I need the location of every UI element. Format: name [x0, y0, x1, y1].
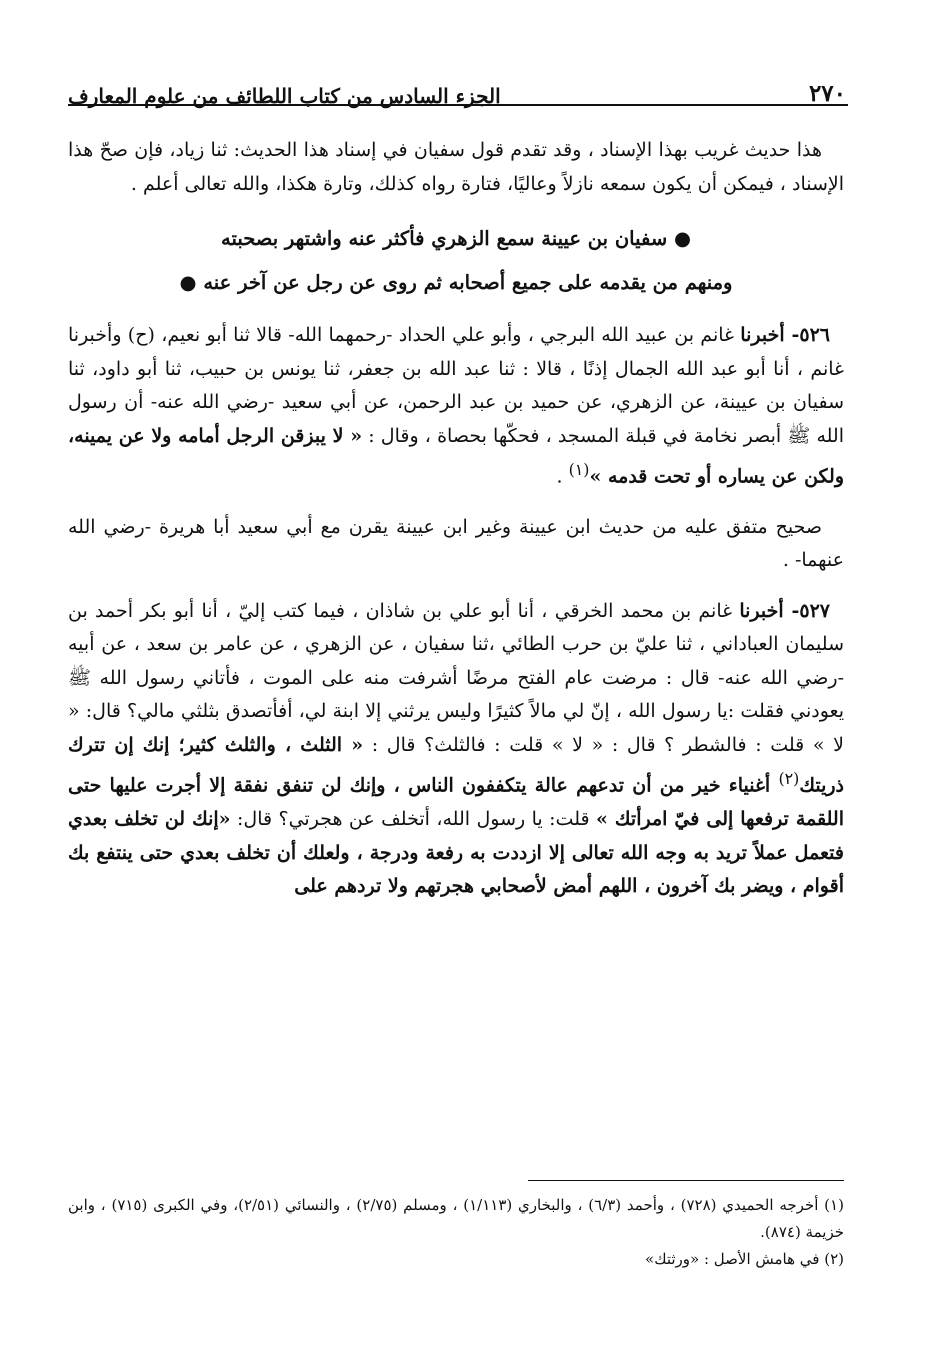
running-header: [68, 78, 846, 118]
section-heading: [68, 217, 844, 305]
main-text: [68, 134, 844, 904]
hadith-526-number: ٥٢٦- أخبرنا: [740, 324, 830, 346]
hadith-527-quote-b: أغنياء خير من أن تدعهم عالة يتكففون الناس ، وإنك لن تنفق نفقة إلا أجرت عليها حتى اللقمة ترفعها إلى فيّ امرأتك »: [68, 774, 844, 831]
running-title: الجزء السادس من كتاب اللطائف من علوم المعارف: [68, 84, 501, 108]
spacer: [68, 578, 844, 595]
footnote-marker-2[interactable]: (٢): [778, 769, 800, 789]
hadith-527-mid: قلت: يا رسول الله، أتخلف عن هجرتي؟ قال:: [230, 808, 597, 831]
hadith-527-quote-a: « الثلث ، والثلث كثير؛ إنك إن تترك ذريتك: [68, 733, 844, 797]
section-heading-line-2: ومنهم من يقدمه على جميع أصحابه ثم روى عن رجل عن آخر عنه ●: [179, 271, 733, 294]
hadith-527-quote-c: «إنك لن تخلف بعدي فتعمل عملاً تريد به وجه الله تعالى إلا ازددت به رفعة ودرجة ، ولعلك أن تخلف بعدي حتى ينتفع بك أقوام ، ويضر بك آخرون ، اللهم أمض لأصحابي هجرتهم ولا تردهم على: [68, 808, 844, 898]
section-heading-line-1: ● سفيان بن عيينة سمع الزهري فأكثر عنه واشتهر بصحبته: [220, 227, 691, 250]
hadith-526-note: صحيح متفق عليه من حديث ابن عيينة وغير ابن عيينة يقرن مع أبي سعيد أبا هريرة -رضي الله عنهما- .: [68, 515, 844, 572]
intro-paragraph: هذا حديث غريب بهذا الإسناد ، وقد تقدم قول سفيان في إسناد هذا الحديث: ثنا زياد، فإن صحّ هذا الإسناد ، فيمكن أن يكون سمعه نازلاً وعاليًا، فتارة رواه كذلك، وتارة هكذا، والله تعالى أعلم .: [68, 139, 844, 195]
page-number: ٢٧٠: [808, 80, 846, 107]
footnote-marker-1[interactable]: (١): [568, 460, 590, 479]
footnotes: [68, 1192, 844, 1273]
hadith-527-number: ٥٢٧- أخبرنا: [739, 599, 830, 622]
hadith-526-quote: « لا يبزقن الرجل أمامه ولا عن يمينه، ولكن عن يساره أو تحت قدمه »: [68, 424, 844, 488]
hadith-527: [68, 595, 844, 904]
footnote-2: (٢) في هامش الأصل : «ورثتك»: [645, 1250, 844, 1268]
hadith-526: [68, 319, 844, 494]
hadith-527-chain: غانم بن محمد الخرقي ، أنا أبو علي بن شاذان ، فيما كتب إليّ ، أنا أبو بكر أحمد بن سليمان العباداني ، ثنا عليّ بن حرب الطائي ،ثنا سفيان ، عن الزهري ، عن عامر بن سعد ، عن أبيه -رضي الله عنه- قال : مرضت عام الفتح مرضًا أشرفت منه على الموت ، فأتاني رسول الله ﷺ يعودني فقلت :يا رسول الله ، إنّ لي مالاً كثيرًا وليس يرثني إلا ابنة لي، أفأتصدق بثلثي مالي؟ قال: « لا » قلت : فالشطر ؟ قال : « لا » قلت : فالثلث؟ قال :: [68, 599, 844, 756]
hadith-526-chain: غانم بن عبيد الله البرجي ، وأبو علي الحداد -رحمهما الله- قالا ثنا أبو نعيم، (ح) وأخبرنا غانم ، أنا أبو عبد الله الجمال إذنًا ، قالا : ثنا عبد الله بن جعفر، ثنا يونس بن حبيب، ثنا أبو داود، ثنا سفيان بن عيينة، عن الزهري، عن حميد بن عبد الرحمن، عن أبي سعيد -رضي الله عنه- أن رسول الله ﷺ أبصر نخامة في قبلة المسجد ، فحكّها بحصاة ، وقال :: [68, 324, 845, 447]
footnote-rule: [528, 1180, 844, 1181]
hadith-526-end: .: [556, 465, 569, 488]
footnote-1: (١) أخرجه الحميدي (٧٢٨) ، وأحمد (٦/٣) ، والبخاري (١/١١٣) ، ومسلم (٢/٧٥) ، والنسائي (٢/٥١)، وفي الكبرى (٧١٥) ، وابن خزيمة (٨٧٤).: [68, 1196, 844, 1241]
header-rule: [68, 104, 848, 106]
spacer: [68, 494, 844, 511]
